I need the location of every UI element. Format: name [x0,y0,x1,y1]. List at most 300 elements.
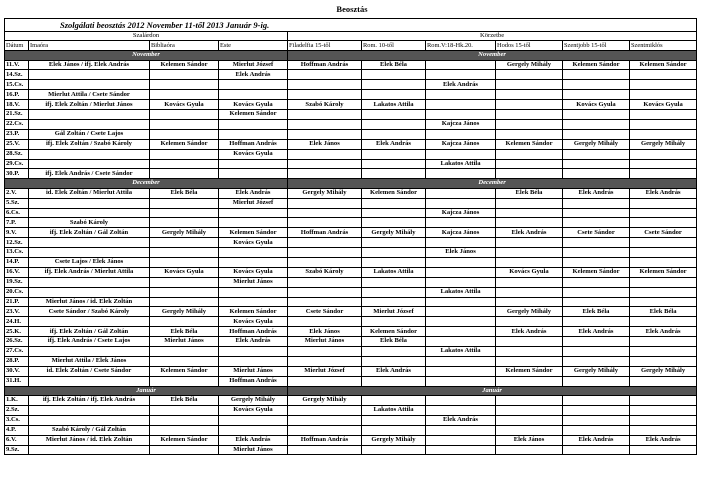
assignment-cell [362,149,426,159]
assignment-cell [29,208,150,218]
date-cell: 9.V. [5,228,29,238]
assignment-cell [496,70,563,80]
assignment-cell: Elek Béla [150,188,219,198]
assignment-cell [150,277,219,287]
assignment-cell: Elek András [426,415,496,425]
assignment-cell: Lakatos Attila [362,100,426,110]
assignment-cell: Szabó Károly [29,218,150,228]
assignment-cell [150,356,219,366]
assignment-cell [150,248,219,258]
assignment-cell [630,90,697,100]
assignment-cell: ifj. Elek Zoltán / ifj. Elek András [29,396,150,406]
assignment-cell [150,415,219,425]
schedule-row [5,445,697,455]
assignment-cell [630,337,697,347]
assignment-cell [496,110,563,120]
schedule-row [5,149,697,159]
assignment-cell [630,169,697,179]
assignment-cell [29,198,150,208]
assignment-cell: Elek András [426,80,496,90]
assignment-cell [496,356,563,366]
assignment-cell: Elek Béla [150,327,219,337]
assignment-cell [29,445,150,455]
assignment-cell [150,159,219,169]
assignment-cell: Gergely Mihály [362,435,426,445]
document-heading: Beosztás [336,4,368,14]
assignment-cell [150,287,219,297]
assignment-cell: Elek János / ifj. Elek András [29,60,150,70]
assignment-cell: Elek András [219,70,288,80]
assignment-cell [496,337,563,347]
assignment-cell [288,80,362,90]
assignment-cell [288,405,362,415]
assignment-cell: Kovács Gyula [150,100,219,110]
assignment-cell [630,356,697,366]
month-label-szalardon: November [5,51,288,61]
schedule-row [5,188,697,198]
assignment-cell [362,198,426,208]
schedule-row [5,277,697,287]
schedule-row [5,307,697,317]
column-header: Hodos 15-től [496,41,563,51]
assignment-cell [150,169,219,179]
assignment-cell [426,70,496,80]
assignment-cell [496,415,563,425]
assignment-cell [630,415,697,425]
assignment-cell: Elek András [563,188,630,198]
column-header-row [5,41,697,51]
assignment-cell [496,129,563,139]
assignment-cell [426,366,496,376]
month-label-szalardon: Január [5,386,288,396]
schedule-row [5,356,697,366]
month-row [5,51,697,61]
schedule-row [5,218,697,228]
assignment-cell: Lakatos Attila [426,287,496,297]
assignment-cell [219,347,288,357]
assignment-cell [426,337,496,347]
assignment-cell [219,425,288,435]
assignment-cell: Lakatos Attila [362,405,426,415]
assignment-cell: Gergely Mihály [288,188,362,198]
assignment-cell: Elek András [630,435,697,445]
assignment-cell [630,405,697,415]
assignment-cell: id. Elek Zoltán / Mierlut Attila [29,188,150,198]
assignment-cell: Elek Béla [496,188,563,198]
schedule-row [5,139,697,149]
date-cell: 7.P. [5,218,29,228]
assignment-cell [362,80,426,90]
assignment-cell [630,119,697,129]
assignment-cell [219,80,288,90]
assignment-cell [426,129,496,139]
assignment-cell [563,119,630,129]
assignment-cell [288,445,362,455]
assignment-cell [496,425,563,435]
schedule-row [5,100,697,110]
assignment-cell [563,218,630,228]
assignment-cell: ifj. Elek András / Mierlut Attila [29,267,150,277]
assignment-cell [362,119,426,129]
assignment-cell: Kajcza János [426,228,496,238]
assignment-cell [219,258,288,268]
assignment-cell [288,110,362,120]
assignment-cell: Gergely Mihály [150,228,219,238]
schedule-row [5,60,697,70]
assignment-cell [563,198,630,208]
assignment-cell [630,277,697,287]
assignment-cell [362,347,426,357]
assignment-cell: Kovács Gyula [496,267,563,277]
assignment-cell: Hoffman András [288,228,362,238]
assignment-cell [288,277,362,287]
date-cell: 5.Sz. [5,198,29,208]
assignment-cell [563,317,630,327]
date-cell: 28.Sz. [5,149,29,159]
group-header-korzetbe: Körzetbe [288,32,697,41]
assignment-cell [496,149,563,159]
assignment-cell: Kajcza János [426,119,496,129]
schedule-row [5,347,697,357]
assignment-cell: Gergely Mihály [288,396,362,406]
assignment-cell: Mierlut József [219,60,288,70]
assignment-cell: Elek András [630,188,697,198]
schedule-row [5,208,697,218]
schedule-row [5,119,697,129]
assignment-cell [496,169,563,179]
assignment-cell [362,70,426,80]
assignment-cell [630,425,697,435]
assignment-cell: ifj. Elek Zoltán / Mierlut János [29,100,150,110]
group-header-szalardon: Szalárdon [5,32,288,41]
assignment-cell [563,405,630,415]
assignment-cell: Hoffman András [219,376,288,386]
assignment-cell: Kovács Gyula [630,100,697,110]
date-cell: 24.H. [5,317,29,327]
date-cell: 19.Sz. [5,277,29,287]
assignment-cell [29,317,150,327]
assignment-cell [288,90,362,100]
assignment-cell: Hoffman András [288,435,362,445]
assignment-cell: Csete Sándor [563,228,630,238]
column-header: Szentmiklós [630,41,697,51]
assignment-cell: Kelemen Sándor [219,307,288,317]
assignment-cell [150,445,219,455]
month-label-korzetbe: November [288,51,697,61]
assignment-cell [29,149,150,159]
assignment-cell: Mierlut János [150,337,219,347]
assignment-cell [150,129,219,139]
assignment-cell [630,208,697,218]
assignment-cell: Elek Béla [630,307,697,317]
assignment-cell [288,376,362,386]
assignment-cell [150,80,219,90]
assignment-cell: Csete Sándor [630,228,697,238]
assignment-cell [426,435,496,445]
assignment-cell [362,248,426,258]
assignment-cell: Csete Sándor [288,307,362,317]
assignment-cell [426,267,496,277]
date-cell: 27.Cs. [5,347,29,357]
date-cell: 31.H. [5,376,29,386]
column-header: Bibliaóra [150,41,219,51]
assignment-cell: Gergely Mihály [630,366,697,376]
assignment-cell [496,198,563,208]
assignment-cell [426,258,496,268]
assignment-cell: Mierlut Attila / Elek János [29,356,150,366]
assignment-cell [362,110,426,120]
assignment-cell: Mierlut József [219,198,288,208]
assignment-cell [426,188,496,198]
schedule-row [5,169,697,179]
schedule-row [5,90,697,100]
assignment-cell [150,198,219,208]
assignment-cell: Elek Béla [362,60,426,70]
assignment-cell [496,208,563,218]
assignment-cell [219,159,288,169]
date-cell: 2.Sz. [5,405,29,415]
assignment-cell [362,277,426,287]
assignment-cell [29,415,150,425]
schedule-row [5,287,697,297]
month-row [5,386,697,396]
assignment-cell: ifj. Elek Zoltán / Szabó Károly [29,139,150,149]
assignment-cell: Gergely Mihály [563,366,630,376]
date-cell: 1.K. [5,396,29,406]
assignment-cell [426,425,496,435]
assignment-cell [219,129,288,139]
assignment-cell: Kovács Gyula [150,267,219,277]
assignment-cell [563,80,630,90]
assignment-cell [29,405,150,415]
assignment-cell [630,287,697,297]
assignment-cell [426,376,496,386]
schedule-row [5,129,697,139]
assignment-cell [426,277,496,287]
schedule-row [5,228,697,238]
assignment-cell [496,248,563,258]
assignment-cell: Elek András [219,435,288,445]
assignment-cell: Gergely Mihály [219,396,288,406]
assignment-cell [563,376,630,386]
assignment-cell [496,405,563,415]
date-cell: 20.Cs. [5,287,29,297]
assignment-cell [496,376,563,386]
assignment-cell [563,149,630,159]
assignment-cell [29,119,150,129]
assignment-cell [426,238,496,248]
assignment-cell [219,415,288,425]
assignment-cell: Hoffman András [219,327,288,337]
assignment-cell [426,297,496,307]
assignment-cell [563,208,630,218]
date-cell: 16.P. [5,90,29,100]
date-cell: 6.V. [5,435,29,445]
assignment-cell [563,238,630,248]
assignment-cell [563,277,630,287]
assignment-cell [496,218,563,228]
assignment-cell [630,376,697,386]
assignment-cell [219,169,288,179]
assignment-cell: Elek János [496,435,563,445]
assignment-cell: Kovács Gyula [219,405,288,415]
assignment-cell: Szabó Károly [288,267,362,277]
assignment-cell [426,60,496,70]
assignment-cell [362,356,426,366]
assignment-cell [426,445,496,455]
schedule-table [4,18,697,455]
assignment-cell [219,90,288,100]
assignment-cell: Elek András [496,327,563,337]
schedule-row [5,425,697,435]
assignment-cell: Kelemen Sándor [150,435,219,445]
schedule-row [5,198,697,208]
assignment-cell [563,396,630,406]
assignment-cell [426,396,496,406]
month-label-korzetbe: Január [288,386,697,396]
assignment-cell [630,317,697,327]
assignment-cell: ifj. Elek Zoltán / Gál Zoltán [29,327,150,337]
assignment-cell [563,445,630,455]
table-title: Szolgálati beosztás 2012 November 11-től 2013 Január 9-ig. [5,19,697,32]
assignment-cell [219,287,288,297]
assignment-cell: Elek János [288,327,362,337]
assignment-cell [362,159,426,169]
assignment-cell [150,218,219,228]
assignment-cell [29,70,150,80]
assignment-cell [426,90,496,100]
assignment-cell: Kelemen Sándor [150,60,219,70]
assignment-cell: Kelemen Sándor [630,60,697,70]
column-header: Imaóra [29,41,150,51]
assignment-cell: Gergely Mihály [496,307,563,317]
assignment-cell [29,80,150,90]
assignment-cell: Kelemen Sándor [496,366,563,376]
assignment-cell [496,396,563,406]
assignment-cell [150,119,219,129]
month-label-korzetbe: December [288,179,697,189]
assignment-cell [288,317,362,327]
schedule-row [5,238,697,248]
assignment-cell: ifj. Elek Zoltán / Gál Zoltán [29,228,150,238]
assignment-cell: Elek András [563,435,630,445]
column-header: Rom.V:18-Hk.20. [426,41,496,51]
month-label-szalardon: December [5,179,288,189]
assignment-cell: Elek János [426,248,496,258]
schedule-row [5,267,697,277]
assignment-cell [630,80,697,90]
assignment-cell [563,169,630,179]
date-cell: 25.K. [5,327,29,337]
assignment-cell [496,238,563,248]
assignment-cell: Mierlut János [288,337,362,347]
assignment-cell: ifj. Elek András / Csete Lajos [29,337,150,347]
schedule-row [5,415,697,425]
date-cell: 9.Sz. [5,445,29,455]
assignment-cell [426,307,496,317]
assignment-cell [362,415,426,425]
date-cell: 13.Cs. [5,248,29,258]
date-cell: 15.Cs. [5,80,29,90]
assignment-cell [150,70,219,80]
assignment-cell [426,149,496,159]
schedule-row [5,80,697,90]
column-header: Dátum [5,41,29,51]
assignment-cell [563,248,630,258]
assignment-cell [563,129,630,139]
assignment-cell [150,149,219,159]
assignment-cell [288,70,362,80]
assignment-cell [563,70,630,80]
assignment-cell: Kovács Gyula [219,149,288,159]
schedule-row [5,396,697,406]
assignment-cell: Elek András [362,366,426,376]
assignment-cell [426,327,496,337]
assignment-cell [288,218,362,228]
assignment-cell [29,347,150,357]
schedule-row [5,159,697,169]
assignment-cell [362,169,426,179]
date-cell: 29.Cs. [5,159,29,169]
assignment-cell [362,258,426,268]
assignment-cell: Lakatos Attila [426,347,496,357]
assignment-cell [630,347,697,357]
assignment-cell [496,347,563,357]
assignment-cell [362,445,426,455]
assignment-cell [426,100,496,110]
date-cell: 22.Cs. [5,119,29,129]
assignment-cell: Elek András [563,327,630,337]
date-cell: 16.V. [5,267,29,277]
assignment-cell [362,317,426,327]
assignment-cell [630,198,697,208]
assignment-cell [563,347,630,357]
date-cell: 23.P. [5,129,29,139]
assignment-cell [630,445,697,455]
assignment-cell: Kajcza János [426,208,496,218]
assignment-cell [563,337,630,347]
month-row [5,179,697,189]
assignment-cell [630,110,697,120]
date-cell: 12.Sz. [5,238,29,248]
assignment-cell: Mierlut János / id. Elek Zoltán [29,297,150,307]
assignment-cell [288,149,362,159]
assignment-cell [219,356,288,366]
assignment-cell [288,198,362,208]
date-cell: 4.P. [5,425,29,435]
assignment-cell [630,149,697,159]
assignment-cell: Elek János [288,139,362,149]
assignment-cell: Kovács Gyula [219,100,288,110]
schedule-row [5,70,697,80]
assignment-cell: ifj. Elek András / Csete Sándor [29,169,150,179]
assignment-cell [219,218,288,228]
assignment-cell [288,356,362,366]
assignment-cell [362,425,426,435]
assignment-cell: Mierlut János [219,445,288,455]
assignment-cell: Mierlut József [288,366,362,376]
assignment-cell: Kovács Gyula [563,100,630,110]
assignment-cell [630,218,697,228]
assignment-cell [426,405,496,415]
assignment-cell [426,356,496,366]
schedule-row [5,248,697,258]
schedule-row [5,297,697,307]
assignment-cell: Kovács Gyula [219,317,288,327]
date-cell: 14.P. [5,258,29,268]
assignment-cell [563,415,630,425]
assignment-cell [219,297,288,307]
